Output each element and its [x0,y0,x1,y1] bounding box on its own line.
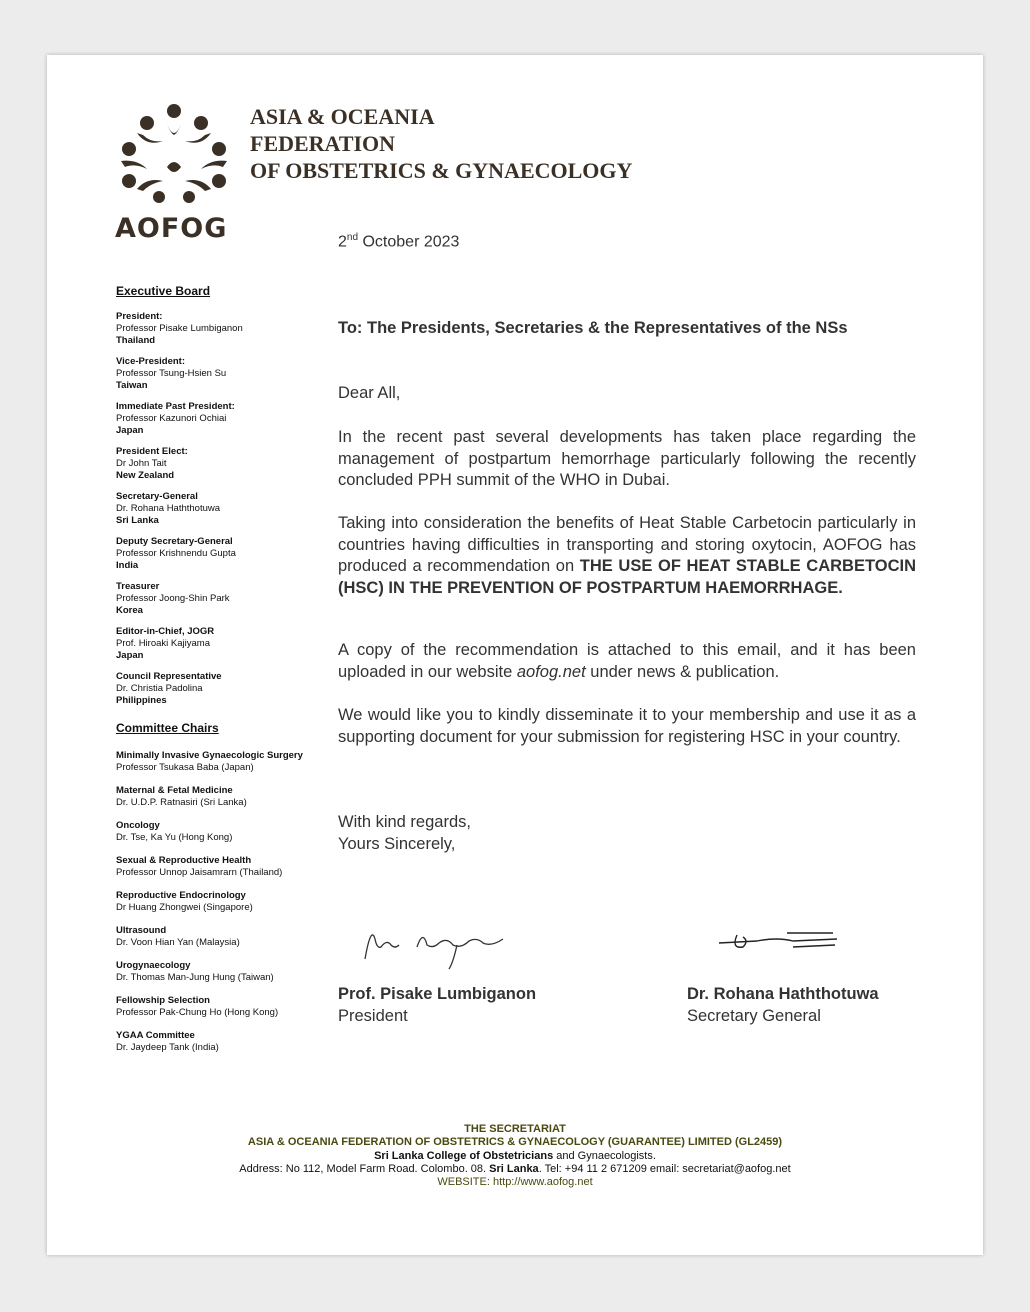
exec-member [116,401,316,437]
signatory-president [338,983,536,1027]
committee-title: Minimally Invasive Gynaecologic Surgery [116,750,303,761]
footer-website[interactable]: WEBSITE: http://www.aofog.net [437,1176,593,1189]
committee-item [116,855,316,879]
closing [338,812,916,855]
signature-president-icon [357,919,517,973]
committee-title: Urogynaecology [116,960,191,971]
footer-address-a: Address: No 112, Model Farm Road. Colombo. 08. [239,1162,490,1175]
committee-title: Ultrasound [116,925,167,936]
committee-chair: Dr. Thomas Man-Jung Hung (Taiwan) [116,972,274,983]
exec-member-name: Professor Krishnendu Gupta [116,548,236,559]
date-rest: October 2023 [358,233,460,251]
exec-member-name: Professor Pisake Lumbiganon [116,323,243,334]
exec-member-role: Council Representative [116,671,222,682]
letter-date [338,232,459,251]
exec-member-name: Professor Kazunori Ochiai [116,413,227,424]
paragraph-3 [338,640,916,683]
exec-member-name: Dr. Christia Padolina [116,683,203,694]
committee-item [116,960,316,984]
signatory-name: Prof. Pisake Lumbiganon [338,985,537,1003]
committee-title: YGAA Committee [116,1030,195,1041]
exec-member-country: Thailand [116,335,156,346]
exec-member [116,536,316,572]
paragraph-3-end: under news & publication. [585,662,780,681]
committee-chair: Professor Pak-Chung Ho (Hong Kong) [116,1007,279,1018]
paragraph-2 [338,513,916,599]
federation-name-line: ASIA & OCEANIA [250,104,435,129]
footer-address [47,1163,983,1176]
closing-line: Yours Sincerely, [338,834,456,853]
footer-line: ASIA & OCEANIA FEDERATION OF OBSTETRICS & GYNAECOLOGY (GUARANTEE) LIMITED (GL2459) [247,1136,783,1149]
letter-page [47,55,983,1255]
exec-member-name: Dr John Tait [116,458,167,469]
paragraph-2-bold: THE USE OF HEAT STABLE CARBETOCIN (HSC) IN THE PREVENTION OF POSTPARTUM HAEMORRHAGE. [338,557,916,597]
paragraph-1: In the recent past several developments has taken place regarding the management of postpartum hemorrhage particularly following the recently concluded PPH summit of the WHO in Dubai. [338,428,916,489]
date-day: 2 [338,233,347,251]
exec-member-name: Professor Tsung-Hsien Su [116,368,227,379]
paragraph-3-text: A copy of the recommendation is attached to this email, and it has been uploaded in our website [338,641,916,681]
sidebar-board [116,285,316,1065]
signatory-secretary [687,983,879,1027]
committee-chair: Professor Tsukasa Baba (Japan) [116,762,254,773]
signatory-name: Dr. Rohana Haththotuwa [687,985,879,1003]
committee-item [116,995,316,1019]
exec-member [116,446,316,482]
exec-member [116,356,316,392]
committee-title: Maternal & Fetal Medicine [116,785,233,796]
footer-line: THE SECRETARIAT [464,1123,566,1135]
exec-member-role: Secretary-General [116,491,198,502]
signature-secretary-icon [717,927,847,957]
committee-chair: Dr. Voon Hian Yan (Malaysia) [116,937,240,948]
committee-title: Fellowship Selection [116,995,210,1006]
committee-item [116,820,316,844]
exec-member-name: Dr. Rohana Haththotuwa [116,503,221,514]
exec-member-role: President: [116,311,163,322]
exec-member [116,671,316,707]
committee-title: Oncology [116,820,160,831]
exec-member [116,626,316,662]
greeting: Dear All, [338,384,401,402]
committee-item [116,890,316,914]
exec-member-country: Japan [116,425,144,436]
committee-title: Reproductive Endocrinology [116,890,246,901]
committee-title: Sexual & Reproductive Health [116,855,252,866]
footer-line [47,1150,983,1163]
exec-member-country: Japan [116,650,144,661]
closing-line: With kind regards, [338,813,471,831]
exec-member-country: Korea [116,605,143,616]
footer [47,1123,983,1189]
exec-member-name: Prof. Hiroaki Kajiyama [116,638,210,649]
federation-name [250,103,632,184]
exec-board-list [116,311,316,707]
exec-member [116,311,316,347]
committee-list [116,750,316,1054]
exec-member-role: Immediate Past President: [116,401,235,412]
committee-item [116,785,316,809]
footer-country: Sri Lanka [489,1162,539,1175]
federation-name-line: FEDERATION [250,131,396,156]
committee-item [116,750,316,774]
exec-member-role: Deputy Secretary-General [116,536,233,547]
exec-board-heading: Executive Board [116,284,211,298]
exec-member-country: Sri Lanka [116,515,159,526]
committee-chair: Dr. Tse, Ka Yu (Hong Kong) [116,832,233,843]
footer-college: Sri Lanka College of Obstetricians [374,1149,554,1162]
exec-member-role: Vice-President: [116,356,185,367]
committee-item [116,925,316,949]
exec-member-country: Taiwan [116,380,148,391]
logo-acronym: AOFOG [115,213,228,244]
committee-chairs-heading: Committee Chairs [116,721,219,735]
exec-member [116,581,316,617]
committee-chair: Dr. U.D.P. Ratnasiri (Sri Lanka) [116,797,247,808]
exec-member-role: Editor-in-Chief, JOGR [116,626,215,637]
exec-member-role: Treasurer [116,581,160,592]
committee-chair: Dr Huang Zhongwei (Singapore) [116,902,253,913]
exec-member-country: New Zealand [116,470,175,481]
federation-name-line: OF OBSTETRICS & GYNAECOLOGY [250,158,633,183]
exec-member-name: Professor Joong-Shin Park [116,593,230,604]
committee-chair: Professor Unnop Jaisamrarn (Thailand) [116,867,283,878]
website-link[interactable]: aofog.net [516,662,586,681]
exec-member [116,491,316,527]
footer-address-b: . Tel: +94 11 2 671209 email: secretariat@aofog.net [538,1162,791,1175]
committee-item [116,1030,316,1054]
paragraph-4: We would like you to kindly disseminate it to your membership and use it as a supporting document for your submission for registering HSC in your country. [338,706,916,746]
exec-member-country: Philippines [116,695,167,706]
committee-chair: Dr. Jaydeep Tank (India) [116,1042,219,1053]
paragraph-2-text: Taking into consideration the benefits of Heat Stable Carbetocin particularly in countries having difficulties in transporting and storing oxytocin, AOFOG has produced a recommendation on [338,514,916,575]
exec-member-role: President Elect: [116,446,188,457]
footer-college-rest: and Gynaecologists. [553,1149,656,1162]
signatory-title: President [338,1007,408,1025]
recipient-line: To: The Presidents, Secretaries & the Representatives of the NSs [338,319,848,337]
exec-member-country: India [116,560,139,571]
signatory-title: Secretary General [687,1007,821,1025]
date-suffix: nd [346,232,359,243]
